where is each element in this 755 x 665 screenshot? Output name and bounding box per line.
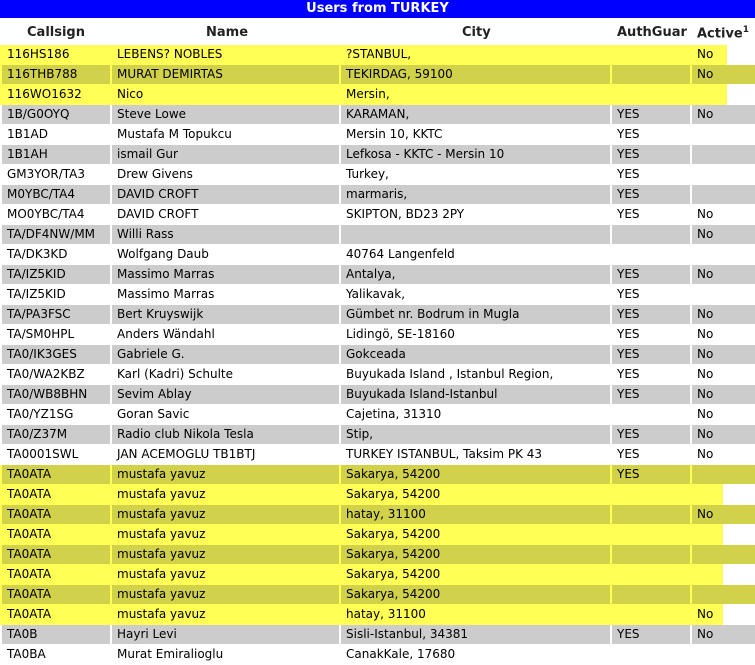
cell-callsign: 116HS186 bbox=[7, 47, 70, 61]
cell-city: hatay, 31100 bbox=[346, 607, 426, 621]
cell-city: Sakarya, 54200 bbox=[341, 585, 610, 604]
cell-authguar: YES bbox=[612, 165, 690, 184]
footnote-marker: 1 bbox=[742, 25, 749, 35]
cell-authguar: YES bbox=[612, 285, 690, 304]
cell-city: Sakarya, 54200 bbox=[346, 527, 441, 541]
cell-name: Gabriele G. bbox=[112, 345, 339, 364]
cell-city: Yalikavak, bbox=[341, 285, 610, 304]
table-row bbox=[0, 185, 755, 204]
cell-authguar bbox=[612, 545, 690, 564]
cell-name: mustafa yavuz bbox=[117, 607, 206, 621]
cell-active bbox=[692, 565, 755, 584]
cell-name: Hayri Levi bbox=[112, 625, 339, 644]
cell-name: Bert Kruyswijk bbox=[112, 305, 339, 324]
cell-callsign: TA/IZ5KID bbox=[2, 285, 110, 304]
cell-city: Antalya, bbox=[341, 265, 610, 284]
cell-name: Massimo Marras bbox=[112, 265, 339, 284]
cell-active: No bbox=[692, 425, 755, 444]
cell-city: Lidingö, SE-18160 bbox=[341, 325, 610, 344]
cell-name: DAVID CROFT bbox=[112, 205, 339, 224]
cell-name: ismail Gur bbox=[112, 145, 339, 164]
cell-authguar bbox=[612, 565, 690, 584]
cell-active bbox=[692, 185, 755, 204]
cell-authguar bbox=[612, 225, 690, 244]
cell-callsign: TA0/WB8BHN bbox=[2, 385, 110, 404]
column-header-active[interactable] bbox=[697, 25, 749, 41]
table-row bbox=[0, 45, 755, 64]
cell-callsign: TA0ATA bbox=[2, 585, 110, 604]
cell-active bbox=[692, 465, 755, 484]
cell-active bbox=[692, 525, 755, 544]
cell-active: No bbox=[692, 405, 755, 424]
table-row bbox=[0, 545, 755, 564]
cell-callsign: TA0/IK3GES bbox=[2, 345, 110, 364]
cell-active bbox=[692, 165, 755, 184]
table-title: Users from TURKEY bbox=[0, 0, 755, 18]
cell-callsign: TA/DK3KD bbox=[2, 245, 110, 264]
cell-callsign: TA0001SWL bbox=[2, 445, 110, 464]
cell-name: Steve Lowe bbox=[112, 105, 339, 124]
table-row bbox=[0, 445, 755, 464]
cell-name: Karl (Kadri) Schulte bbox=[112, 365, 339, 384]
cell-active bbox=[692, 645, 755, 664]
cell-name: Goran Savic bbox=[112, 405, 339, 424]
cell-city: Gümbet nr. Bodrum in Mugla bbox=[341, 305, 610, 324]
cell-active bbox=[692, 85, 755, 104]
cell-callsign: TA0ATA bbox=[7, 487, 52, 501]
cell-authguar: YES bbox=[612, 265, 690, 284]
cell-city: SKIPTON, BD23 2PY bbox=[341, 205, 610, 224]
cell-active: No bbox=[692, 625, 755, 644]
cell-callsign: TA0/Z37M bbox=[2, 425, 110, 444]
cell-authguar bbox=[612, 605, 690, 624]
cell-authguar: YES bbox=[612, 465, 690, 484]
cell-authguar bbox=[612, 85, 690, 104]
cell-city: Buyukada Island , Istanbul Region, bbox=[341, 365, 610, 384]
column-header-name[interactable]: Name bbox=[206, 25, 249, 40]
cell-active: No bbox=[692, 265, 755, 284]
table-row bbox=[0, 385, 755, 404]
cell-authguar bbox=[612, 405, 690, 424]
table-row bbox=[0, 305, 755, 324]
cell-city: hatay, 31100 bbox=[341, 505, 610, 524]
cell-authguar: YES bbox=[612, 445, 690, 464]
cell-city: Cajetina, 31310 bbox=[341, 405, 610, 424]
cell-authguar: YES bbox=[612, 105, 690, 124]
cell-active bbox=[692, 125, 755, 144]
cell-name: MURAT DEMIRTAS bbox=[112, 65, 339, 84]
cell-callsign: 1B1AD bbox=[2, 125, 110, 144]
cell-callsign: 1B1AH bbox=[2, 145, 110, 164]
table-row bbox=[0, 205, 755, 224]
cell-city: Gokceada bbox=[341, 345, 610, 364]
cell-name: DAVID CROFT bbox=[112, 185, 339, 204]
table-row bbox=[0, 625, 755, 644]
cell-city: Mersin, bbox=[346, 87, 390, 101]
cell-callsign: TA0ATA bbox=[2, 465, 110, 484]
table-row bbox=[0, 345, 755, 364]
cell-city: Sakarya, 54200 bbox=[346, 487, 441, 501]
cell-city: TURKEY ISTANBUL, Taksim PK 43 bbox=[341, 445, 610, 464]
cell-name: mustafa yavuz bbox=[112, 545, 339, 564]
cell-authguar bbox=[612, 485, 690, 504]
cell-callsign: TA/PA3FSC bbox=[2, 305, 110, 324]
cell-callsign: TA/IZ5KID bbox=[2, 265, 110, 284]
cell-active: No bbox=[692, 365, 755, 384]
cell-callsign: TA0ATA bbox=[2, 545, 110, 564]
cell-active: No bbox=[692, 65, 755, 84]
cell-active bbox=[692, 245, 755, 264]
cell-active bbox=[692, 285, 755, 304]
table-row bbox=[0, 405, 755, 424]
cell-callsign: M0YBC/TA4 bbox=[2, 185, 110, 204]
cell-city: ?STANBUL, bbox=[346, 47, 412, 61]
cell-city: Sisli-Istanbul, 34381 bbox=[341, 625, 610, 644]
cell-name: LEBENS? NOBLES bbox=[117, 47, 223, 61]
table-row bbox=[0, 245, 755, 264]
cell-name: Massimo Marras bbox=[112, 285, 339, 304]
table-row bbox=[0, 145, 755, 164]
cell-active: No bbox=[692, 385, 755, 404]
cell-name: mustafa yavuz bbox=[112, 505, 339, 524]
cell-active: No bbox=[692, 205, 755, 224]
cell-authguar bbox=[612, 245, 690, 264]
table-row bbox=[0, 125, 755, 144]
cell-name: JAN ACEMOGLU TB1BTJ bbox=[112, 445, 339, 464]
cell-authguar: YES bbox=[612, 385, 690, 404]
table-row bbox=[0, 325, 755, 344]
cell-authguar bbox=[612, 585, 690, 604]
cell-name: mustafa yavuz bbox=[112, 585, 339, 604]
cell-authguar: YES bbox=[612, 305, 690, 324]
cell-active: No bbox=[697, 47, 714, 61]
cell-active bbox=[692, 485, 755, 504]
column-header-active-label: Active bbox=[697, 26, 743, 42]
cell-callsign: TA/SM0HPL bbox=[2, 325, 110, 344]
table-row bbox=[0, 645, 755, 664]
cell-authguar: YES bbox=[612, 125, 690, 144]
table-row bbox=[0, 485, 755, 504]
cell-callsign: TA/DF4NW/MM bbox=[2, 225, 110, 244]
cell-callsign: TA0/YZ1SG bbox=[2, 405, 110, 424]
cell-authguar bbox=[612, 525, 690, 544]
cell-name: Drew Givens bbox=[112, 165, 339, 184]
cell-active: No bbox=[692, 345, 755, 364]
table-row bbox=[0, 265, 755, 284]
cell-name: Murat Emiralioglu bbox=[112, 645, 339, 664]
column-header-city[interactable]: City bbox=[462, 25, 491, 40]
table-row bbox=[0, 465, 755, 484]
table-row bbox=[0, 585, 755, 604]
table-row bbox=[0, 165, 755, 184]
column-header-callsign[interactable]: Callsign bbox=[27, 25, 85, 40]
cell-authguar bbox=[612, 505, 690, 524]
cell-active: No bbox=[697, 607, 714, 621]
cell-city: Turkey, bbox=[341, 165, 610, 184]
cell-authguar: YES bbox=[612, 325, 690, 344]
cell-name: Radio club Nikola Tesla bbox=[112, 425, 339, 444]
cell-city: Stip, bbox=[341, 425, 610, 444]
cell-city: Buyukada Island-Istanbul bbox=[341, 385, 610, 404]
column-header-row bbox=[0, 22, 755, 44]
cell-city bbox=[341, 225, 610, 244]
cell-callsign: TA0ATA bbox=[7, 527, 52, 541]
table-row bbox=[0, 425, 755, 444]
table-row bbox=[0, 565, 755, 584]
cell-name: Nico bbox=[117, 87, 144, 101]
cell-name: mustafa yavuz bbox=[117, 487, 206, 501]
cell-authguar: YES bbox=[612, 185, 690, 204]
cell-city: KARAMAN, bbox=[341, 105, 610, 124]
cell-callsign: TA0BA bbox=[2, 645, 110, 664]
cell-callsign: TA0ATA bbox=[2, 505, 110, 524]
cell-active: No bbox=[692, 325, 755, 344]
cell-city: TEKIRDAG, 59100 bbox=[341, 65, 610, 84]
cell-name: Wolfgang Daub bbox=[112, 245, 339, 264]
cell-active bbox=[692, 585, 755, 604]
cell-city: Lefkosa - KKTC - Mersin 10 bbox=[341, 145, 610, 164]
cell-active bbox=[692, 545, 755, 564]
table-row bbox=[0, 505, 755, 524]
cell-authguar: YES bbox=[612, 365, 690, 384]
cell-authguar: YES bbox=[612, 205, 690, 224]
cell-authguar bbox=[612, 65, 690, 84]
cell-authguar: YES bbox=[612, 425, 690, 444]
cell-active bbox=[692, 145, 755, 164]
cell-callsign: 1B/G0OYQ bbox=[2, 105, 110, 124]
cell-city: marmaris, bbox=[341, 185, 610, 204]
table-row bbox=[0, 225, 755, 244]
column-header-authguar[interactable]: AuthGuar bbox=[617, 25, 687, 40]
cell-name: mustafa yavuz bbox=[117, 567, 206, 581]
cell-city: Sakarya, 54200 bbox=[346, 567, 441, 581]
cell-name: Willi Rass bbox=[112, 225, 339, 244]
cell-city: Sakarya, 54200 bbox=[341, 545, 610, 564]
cell-authguar: YES bbox=[612, 625, 690, 644]
cell-name: mustafa yavuz bbox=[117, 527, 206, 541]
cell-authguar bbox=[612, 645, 690, 664]
cell-callsign: 116THB788 bbox=[2, 65, 110, 84]
table-row bbox=[0, 365, 755, 384]
cell-name: Anders Wändahl bbox=[112, 325, 339, 344]
cell-active: No bbox=[692, 505, 755, 524]
table-row bbox=[0, 605, 755, 624]
cell-callsign: TA0/WA2KBZ bbox=[2, 365, 110, 384]
cell-name: Sevim Ablay bbox=[112, 385, 339, 404]
cell-callsign: TA0ATA bbox=[7, 567, 52, 581]
cell-authguar bbox=[612, 45, 690, 64]
cell-active: No bbox=[692, 305, 755, 324]
table-row bbox=[0, 285, 755, 304]
cell-city: Mersin 10, KKTC bbox=[341, 125, 610, 144]
cell-name: Mustafa M Topukcu bbox=[112, 125, 339, 144]
cell-city: 40764 Langenfeld bbox=[341, 245, 610, 264]
table-row bbox=[0, 85, 755, 104]
cell-city: Sakarya, 54200 bbox=[341, 465, 610, 484]
cell-authguar: YES bbox=[612, 145, 690, 164]
cell-active: No bbox=[692, 105, 755, 124]
table-row bbox=[0, 105, 755, 124]
table-row bbox=[0, 525, 755, 544]
cell-callsign: TA0B bbox=[2, 625, 110, 644]
cell-callsign: MO0YBC/TA4 bbox=[2, 205, 110, 224]
cell-city: CanakKale, 17680 bbox=[341, 645, 610, 664]
cell-callsign: TA0ATA bbox=[7, 607, 52, 621]
cell-authguar: YES bbox=[612, 345, 690, 364]
table-row bbox=[0, 65, 755, 84]
cell-callsign: 116WO1632 bbox=[7, 87, 82, 101]
cell-name: mustafa yavuz bbox=[112, 465, 339, 484]
cell-active: No bbox=[692, 445, 755, 464]
cell-active: No bbox=[692, 225, 755, 244]
cell-callsign: GM3YOR/TA3 bbox=[2, 165, 110, 184]
